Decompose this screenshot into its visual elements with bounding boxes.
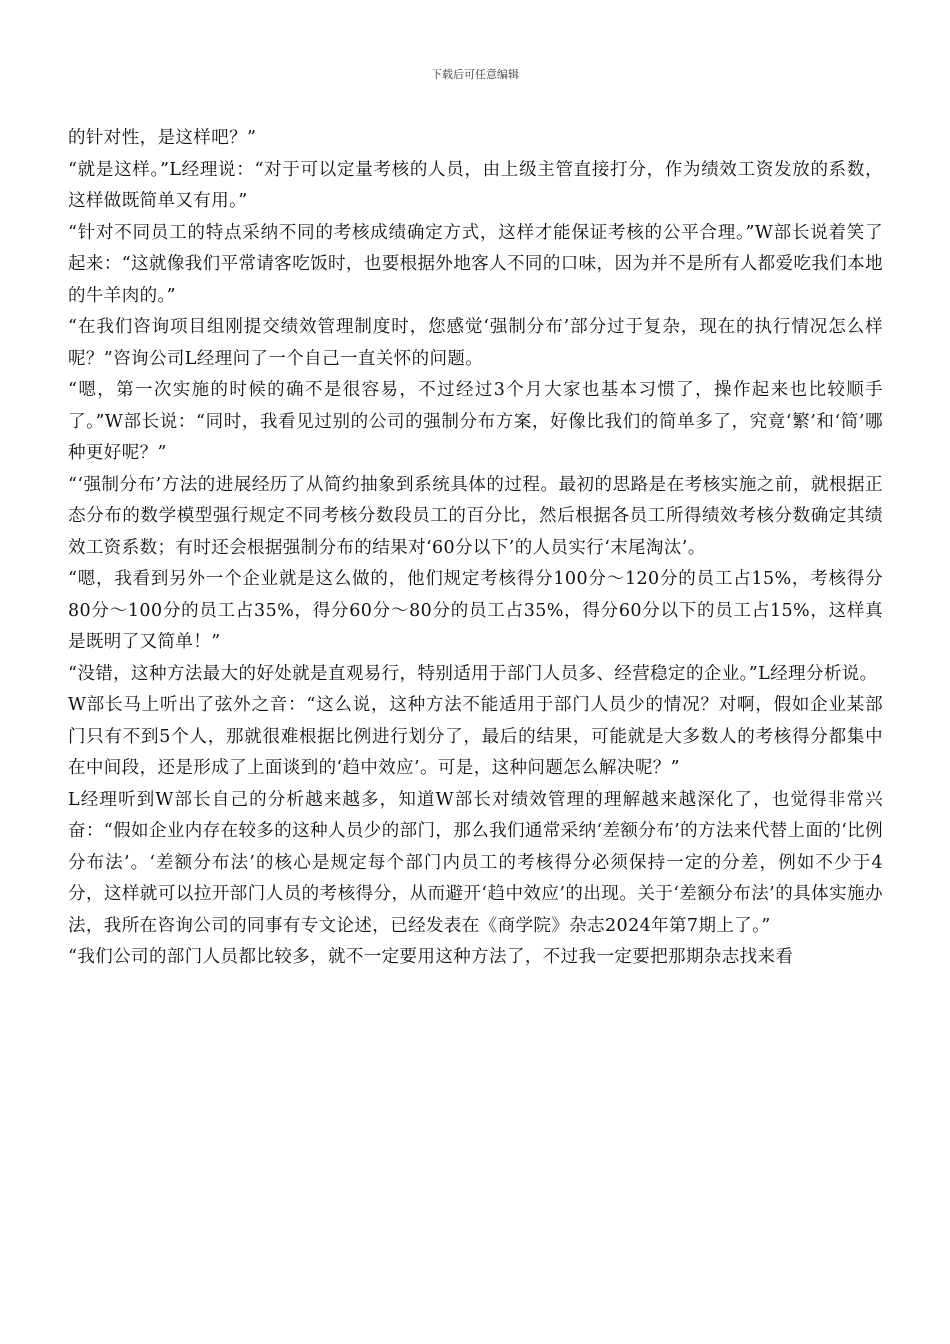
paragraph: L经理听到W部长自己的分析越来越多，知道W部长对绩效管理的理解越来越深化了，也觉得非常兴奋：“假如企业内存在较多的这种人员少的部门，那么我们通常采纳‘差额分布’的方法来代替上面的‘比例分布法’。‘差额分布法’的核心是规定每个部门内员工的考核得分必须保持一定的分差，例如不少于4分，这样就可以拉开部门人员的考核得分，从而避开‘趋中效应’的出现。关于‘差额分布法’的具体实施办法，我所在咨询公司的同事有专文论述，已经发表在《商学院》杂志2024年第7期上了。” bbox=[68, 789, 883, 936]
paragraph: W部长马上听出了弦外之音：“这么说，这种方法不能适用于部门人员少的情况？对啊，假如企业某部门只有不到5个人，那就很难根据比例进行划分了，最后的结果，可能就是大多数人的考核得分都集中在中间段，还是形成了上面谈到的‘趋中效应’。可是，这种问题怎么解决呢？” bbox=[68, 695, 883, 778]
page-header: 下载后可任意编辑 bbox=[431, 68, 519, 81]
paragraph: “就是这样。”L经理说：“对于可以定量考核的人员，由上级主管直接打分，作为绩效工资发放的系数，这样做既简单又有用。” bbox=[68, 159, 883, 211]
paragraph: “在我们咨询项目组刚提交绩效管理制度时，您感觉‘强制分布’部分过于复杂，现在的执行情况怎么样呢？”咨询公司L经理问了一个自己一直关怀的问题。 bbox=[68, 317, 883, 369]
paragraph: “‘强制分布’方法的进展经历了从简约抽象到系统具体的过程。最初的思路是在考核实施之前，就根据正态分布的数学模型强行规定不同考核分数段员工的百分比，然后根据各员工所得绩效考核分数确定其绩效工资系数；有时还会根据强制分布的结果对‘60分以下’的人员实行‘末尾淘汰’。 bbox=[68, 474, 883, 558]
document-body bbox=[68, 123, 883, 974]
paragraph: “针对不同员工的特点采纳不同的考核成绩确定方式，这样才能保证考核的公平合理。”W部长说着笑了起来：“这就像我们平常请客吃饭时，也要根据外地客人不同的口味，因为并不是所有人都爱吃我们本地的牛羊肉的。” bbox=[68, 222, 883, 306]
paragraph: 的针对性，是这样吧？” bbox=[68, 128, 257, 148]
paragraph: “我们公司的部门人员都比较多，就不一定要用这种方法了，不过我一定要把那期杂志找来看 bbox=[68, 947, 794, 967]
paragraph: “没错，这种方法最大的好处就是直观易行，特别适用于部门人员多、经营稳定的企业。”L经理分析说。 bbox=[68, 663, 878, 684]
paragraph: “嗯，第一次实施的时候的确不是很容易，不过经过3个月大家也基本习惯了，操作起来也比较顺手了。”W部长说：“同时，我看见过别的公司的强制分布方案，好像比我们的简单多了，究竟‘繁’和‘简’哪种更好呢？” bbox=[68, 380, 883, 463]
paragraph: “嗯，我看到另外一个企业就是这么做的，他们规定考核得分100分～120分的员工占15%，考核得分80分～100分的员工占35%，得分60分～80分的员工占35%，得分60分以下的员工占15%，这样真是既明了又简单！” bbox=[68, 569, 883, 652]
